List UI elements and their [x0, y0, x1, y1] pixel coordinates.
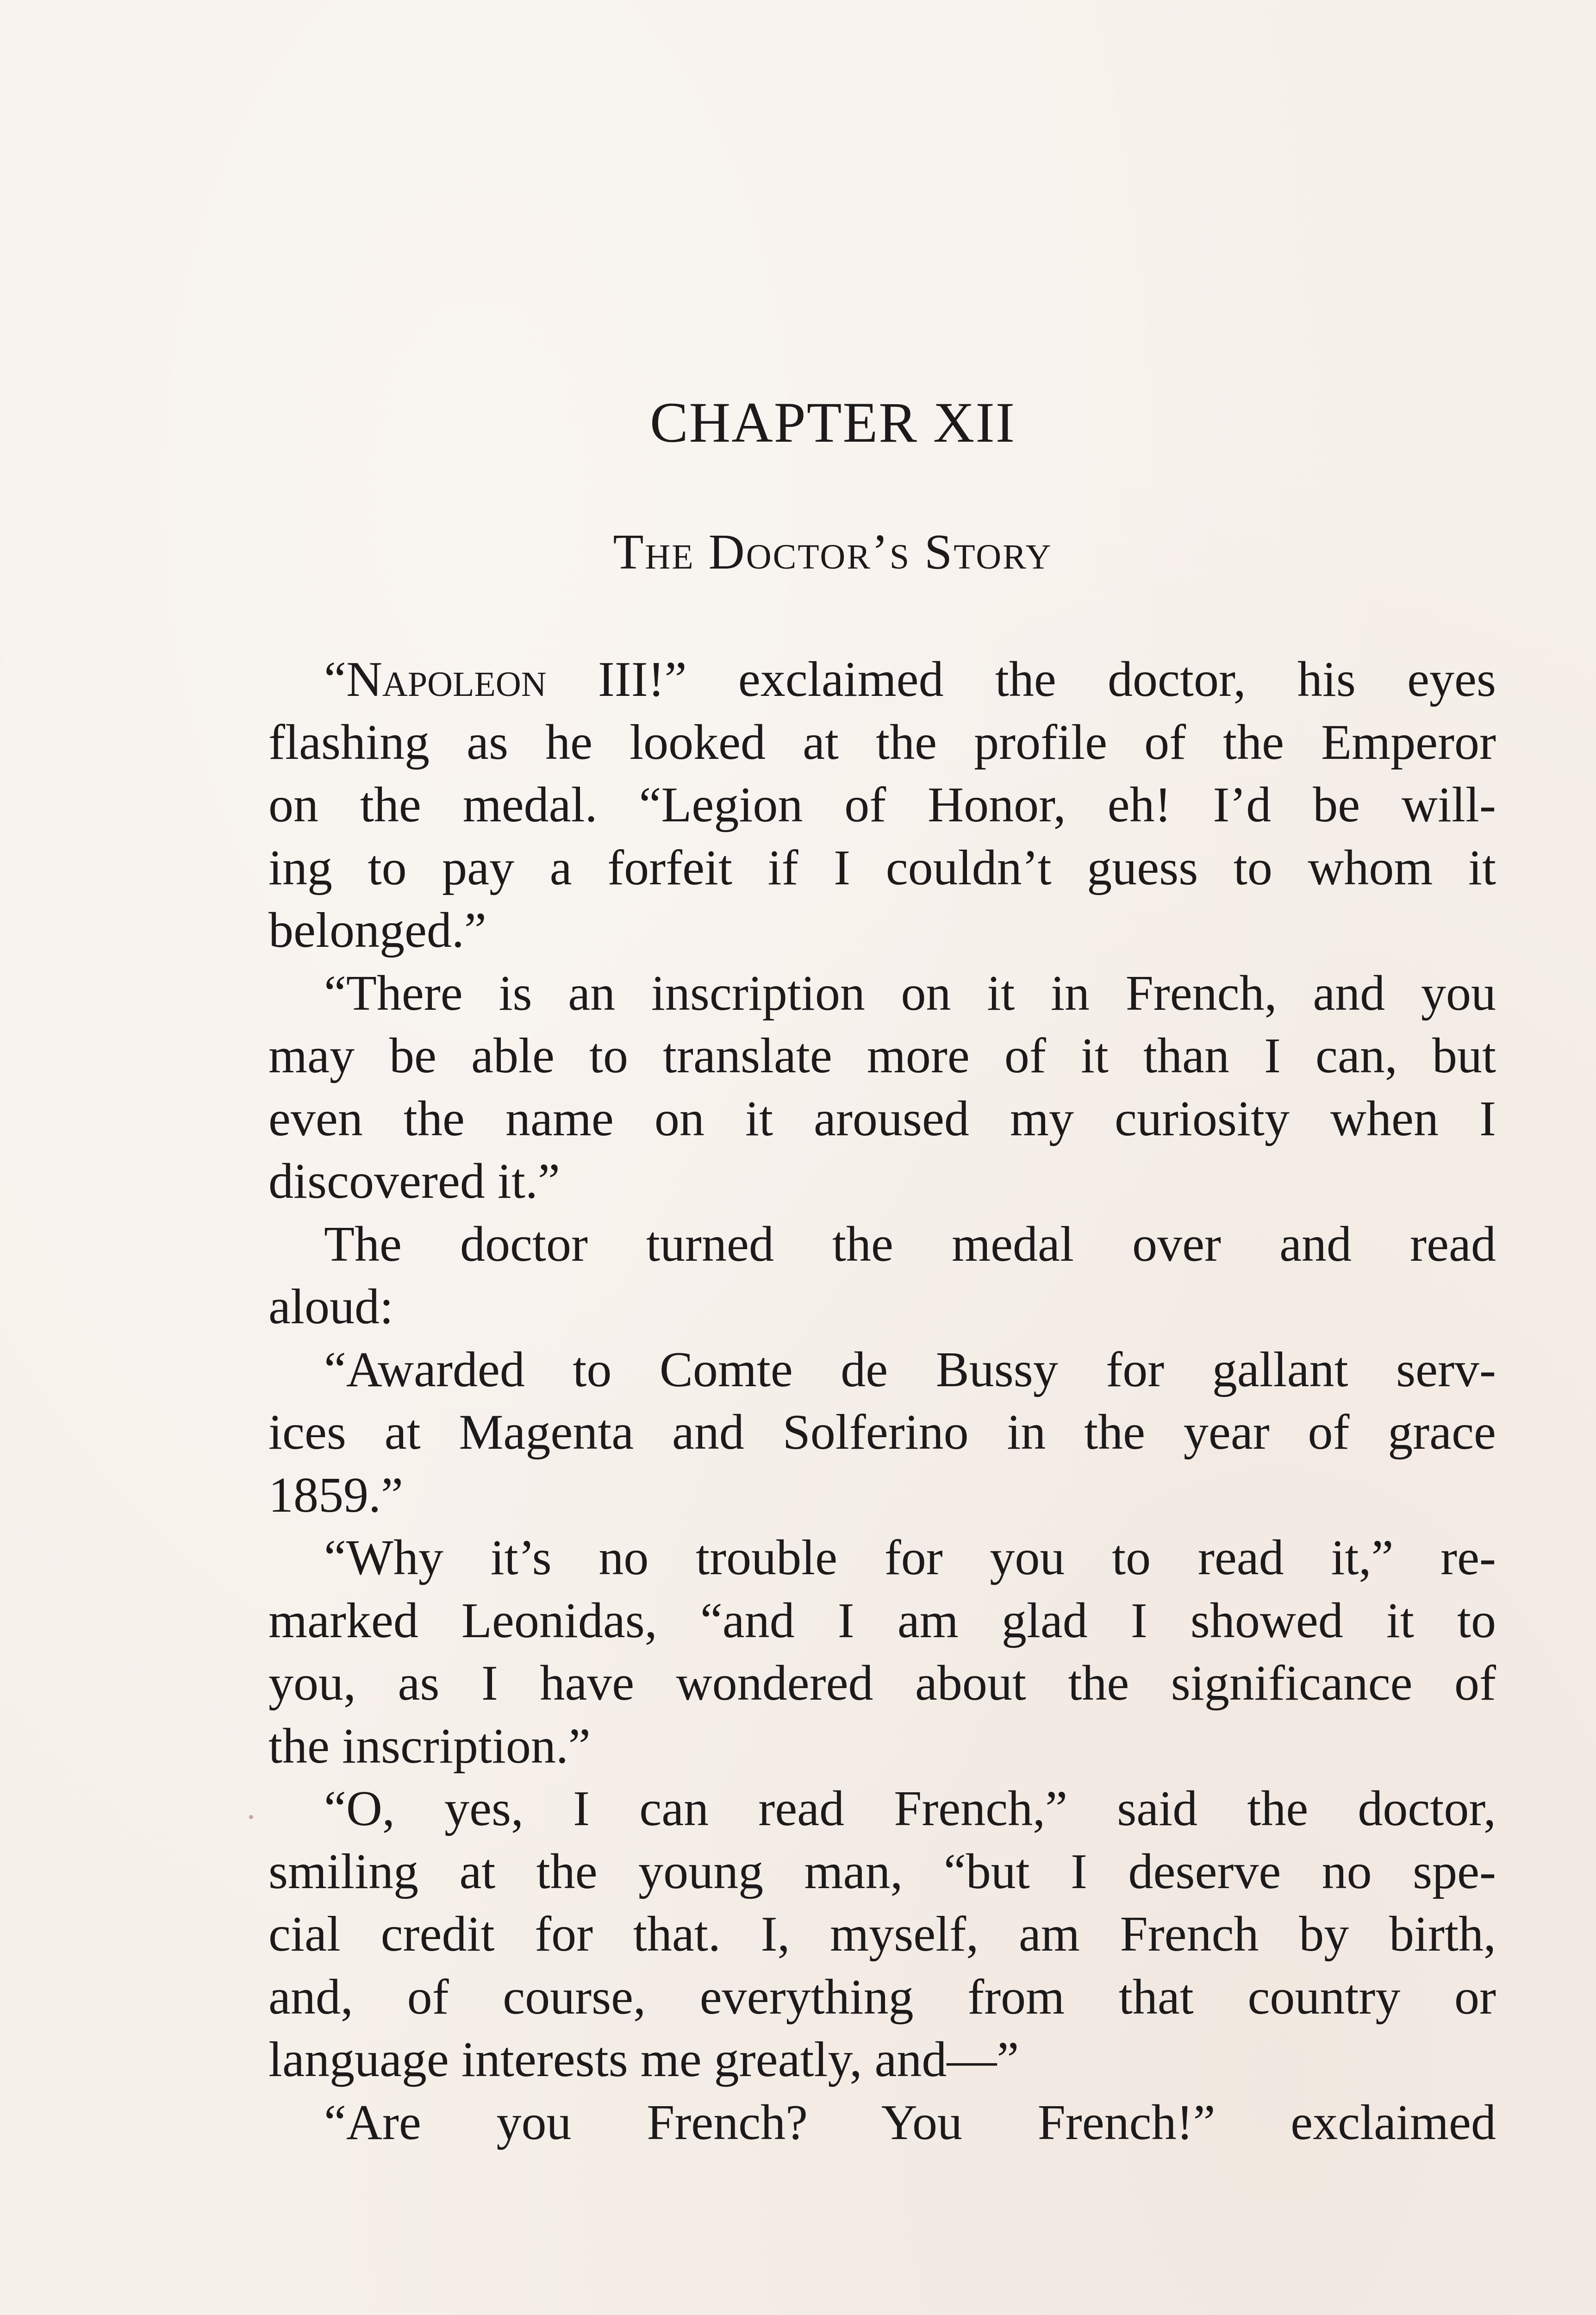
chapter-title: CHAPTER XII	[649, 391, 1016, 454]
text-line: may be able to translate more of it than I can, but	[268, 1028, 1496, 1083]
text-line: aloud:	[268, 1279, 393, 1334]
chapter-subtitle: The Doctor’s Story	[613, 525, 1053, 580]
text-line: “O, yes, I can read French,” said the doctor,	[324, 1781, 1496, 1836]
text-line: cial credit for that. I, myself, am French by birth,	[268, 1907, 1496, 1962]
text-line: ices at Magenta and Solferino in the year of grace	[268, 1405, 1496, 1460]
text-line: discovered it.”	[268, 1154, 560, 1209]
text-line: and, of course, everything from that country or	[268, 1969, 1496, 2025]
text-line: “There is an inscription on it in French, and you	[324, 965, 1496, 1021]
text-line: marked Leonidas, “and I am glad I showed it to	[268, 1593, 1496, 1648]
text-line: belonged.”	[268, 903, 486, 958]
text-line: “Are you French? You French!” exclaimed	[324, 2095, 1496, 2150]
text-line: “Why it’s no trouble for you to read it,” re-	[324, 1530, 1496, 1585]
text-line: The doctor turned the medal over and read	[324, 1216, 1496, 1272]
body-text	[268, 648, 1496, 2154]
text-line: “Awarded to Comte de Bussy for gallant serv-	[324, 1342, 1496, 1397]
paper-speck	[249, 1815, 253, 1819]
text-line: even the name on it aroused my curiosity when I	[268, 1091, 1496, 1146]
text-line-rest: III!” exclaimed the doctor, his eyes	[546, 652, 1496, 707]
text-line-lead: “	[324, 652, 346, 707]
text-line: ing to pay a forfeit if I couldn’t guess to whom it	[268, 840, 1496, 895]
text-line-small-caps: Napoleon	[346, 652, 547, 707]
text-line: 1859.”	[268, 1467, 403, 1523]
text-line: flashing as he looked at the profile of the Emperor	[268, 714, 1496, 770]
text-line: the inscription.”	[268, 1718, 591, 1774]
text-line	[268, 648, 1496, 711]
text-line: smiling at the young man, “but I deserve no spe-	[268, 1844, 1496, 1899]
text-line: on the medal. “Legion of Honor, eh! I’d be will-	[268, 777, 1496, 832]
text-line: language interests me greatly, and—”	[268, 2032, 1019, 2087]
text-line: you, as I have wondered about the significance of	[268, 1656, 1496, 1711]
